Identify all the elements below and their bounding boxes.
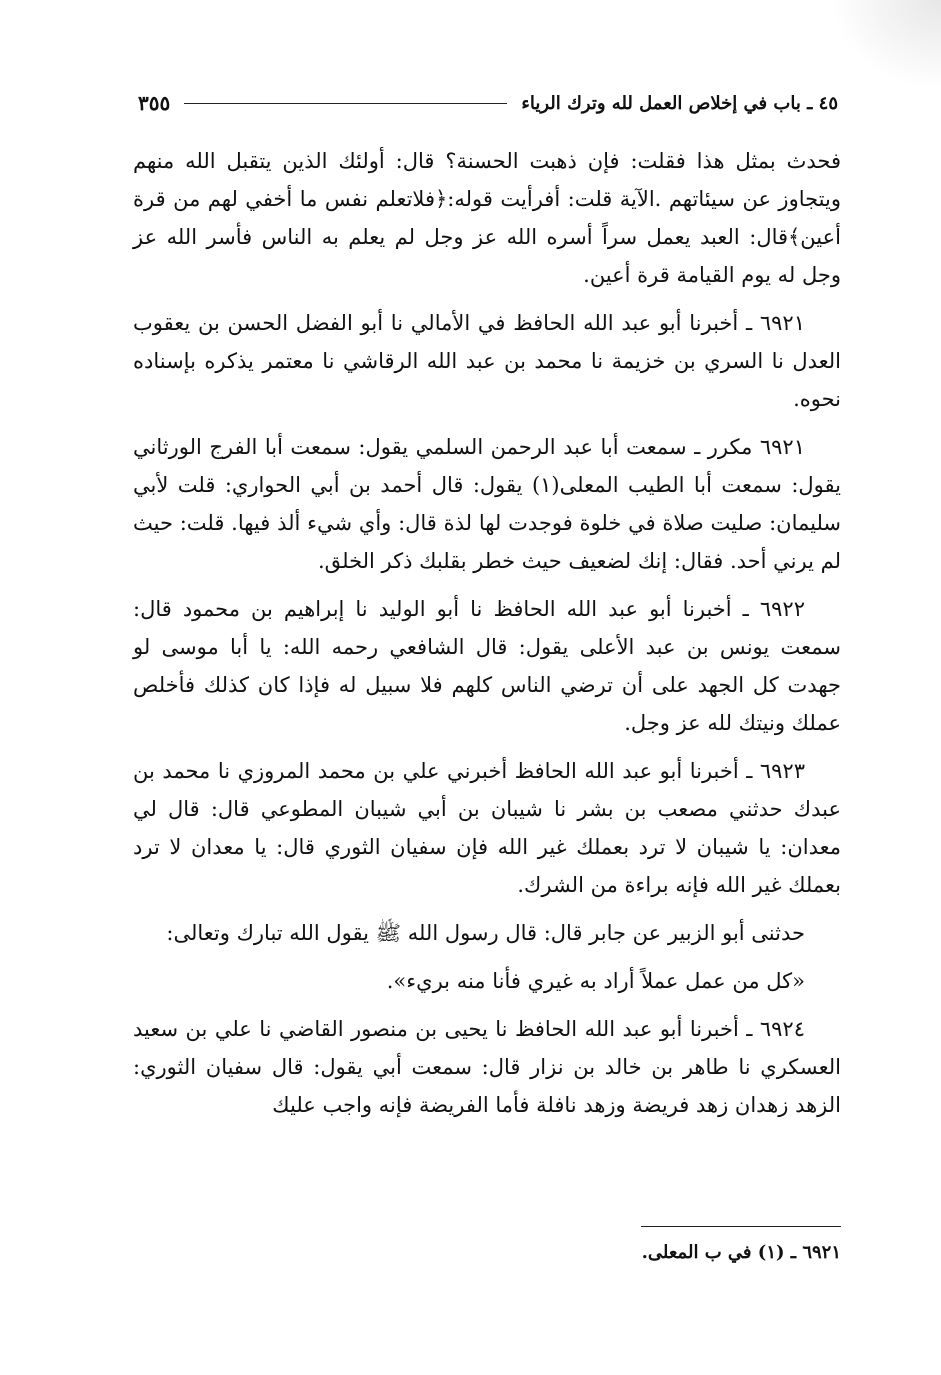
paragraph-6923: ٦٩٢٣ ـ أخبرنا أبو عبد الله الحافظ أخبرني علي بن محمد المروزي نا محمد بن عبدك حدثني مصعب بن بشر نا شيبان بن أبي شيبان المطوعي قال: قال لي معدان: يا شيبان لا ترد بعملك غير الله فإن سفيان الثوري قال: يا معدان لا ترد بعملك غير الله فإنه براءة من الشرك. [133, 759, 841, 897]
paragraph-6924: ٦٩٢٤ ـ أخبرنا أبو عبد الله الحافظ نا يحيى بن منصور القاضي نا علي بن سعيد العسكري نا طاهر بن خالد بن نزار قال: سمعت أبي يقول: قال سفيان الثوري: الزهد زهدان زهد فريضة وزهد نافلة فأما الفريضة فإنه واجب عليك [133, 1017, 841, 1117]
scan-smudge [831, 0, 941, 90]
header-rule [184, 103, 507, 104]
paragraph-6921-repeat: ٦٩٢١ مكرر ـ سمعت أبا عبد الرحمن السلمي يقول: سمعت أبا الفرج الورثاني يقول: سمعت أبا الطيب المعلى(١) يقول: قال أحمد بن أبي الحواري: قلت لأبي سليمان: صليت صلاة في خلوة فوجدت لها لذة قال: وأي شيء ألذ فيها. قلت: حيث لم يرني أحد. فقال: إنك لضعيف حيث خطر بقلبك ذكر الخلق. [133, 435, 841, 573]
footnote-rule [641, 1226, 841, 1227]
page-header [138, 86, 838, 120]
main-text [133, 142, 841, 1134]
page-number: ٣٥٥ [138, 91, 171, 115]
paragraph-hadith-intro: حدثنى أبو الزبير عن جابر قال: قال رسول الله ﷺ يقول الله تبارك وتعالى: [166, 921, 805, 945]
running-head: ٤٥ ـ باب في إخلاص العمل لله وترك الرياء [521, 92, 838, 114]
paragraph-6922: ٦٩٢٢ ـ أخبرنا أبو عبد الله الحافظ نا أبو الوليد نا إبراهيم بن محمود قال: سمعت يونس بن عبد الأعلى يقول: قال الشافعي رحمه الله: يا أبا موسى لو جهدت كل الجهد على أن ترضي الناس كلهم فلا سبيل له فإذا كان كذلك فأخلص عملك ونيتك لله عز وجل. [133, 597, 841, 735]
paragraph-6921: ٦٩٢١ ـ أخبرنا أبو عبد الله الحافظ في الأمالي نا أبو الفضل الحسن بن يعقوب العدل نا السري بن خزيمة نا محمد بن عبد الله الرقاشي نا معتمر يذكره بإسناده نحوه. [133, 311, 841, 411]
hadith-quote: «كل من عمل عملاً أراد به غيري فأنا منه بريء». [386, 969, 805, 993]
footnote: ٦٩٢١ ـ (١) في ب المعلى. [641, 1242, 841, 1263]
paragraph-continuation: فحدث بمثل هذا فقلت: فإن ذهبت الحسنة؟ قال: أولئك الذين يتقبل الله منهم ويتجاوز عن سيئاتهم .الآية قلت: أفرأيت قوله:﴿فلاتعلم نفس ما أخفي لهم من قرة أعين﴾قال: العبد يعمل سراً أسره الله عز وجل لم يعلم به الناس فأسر الله عز وجل له يوم القيامة قرة أعين. [133, 149, 841, 287]
